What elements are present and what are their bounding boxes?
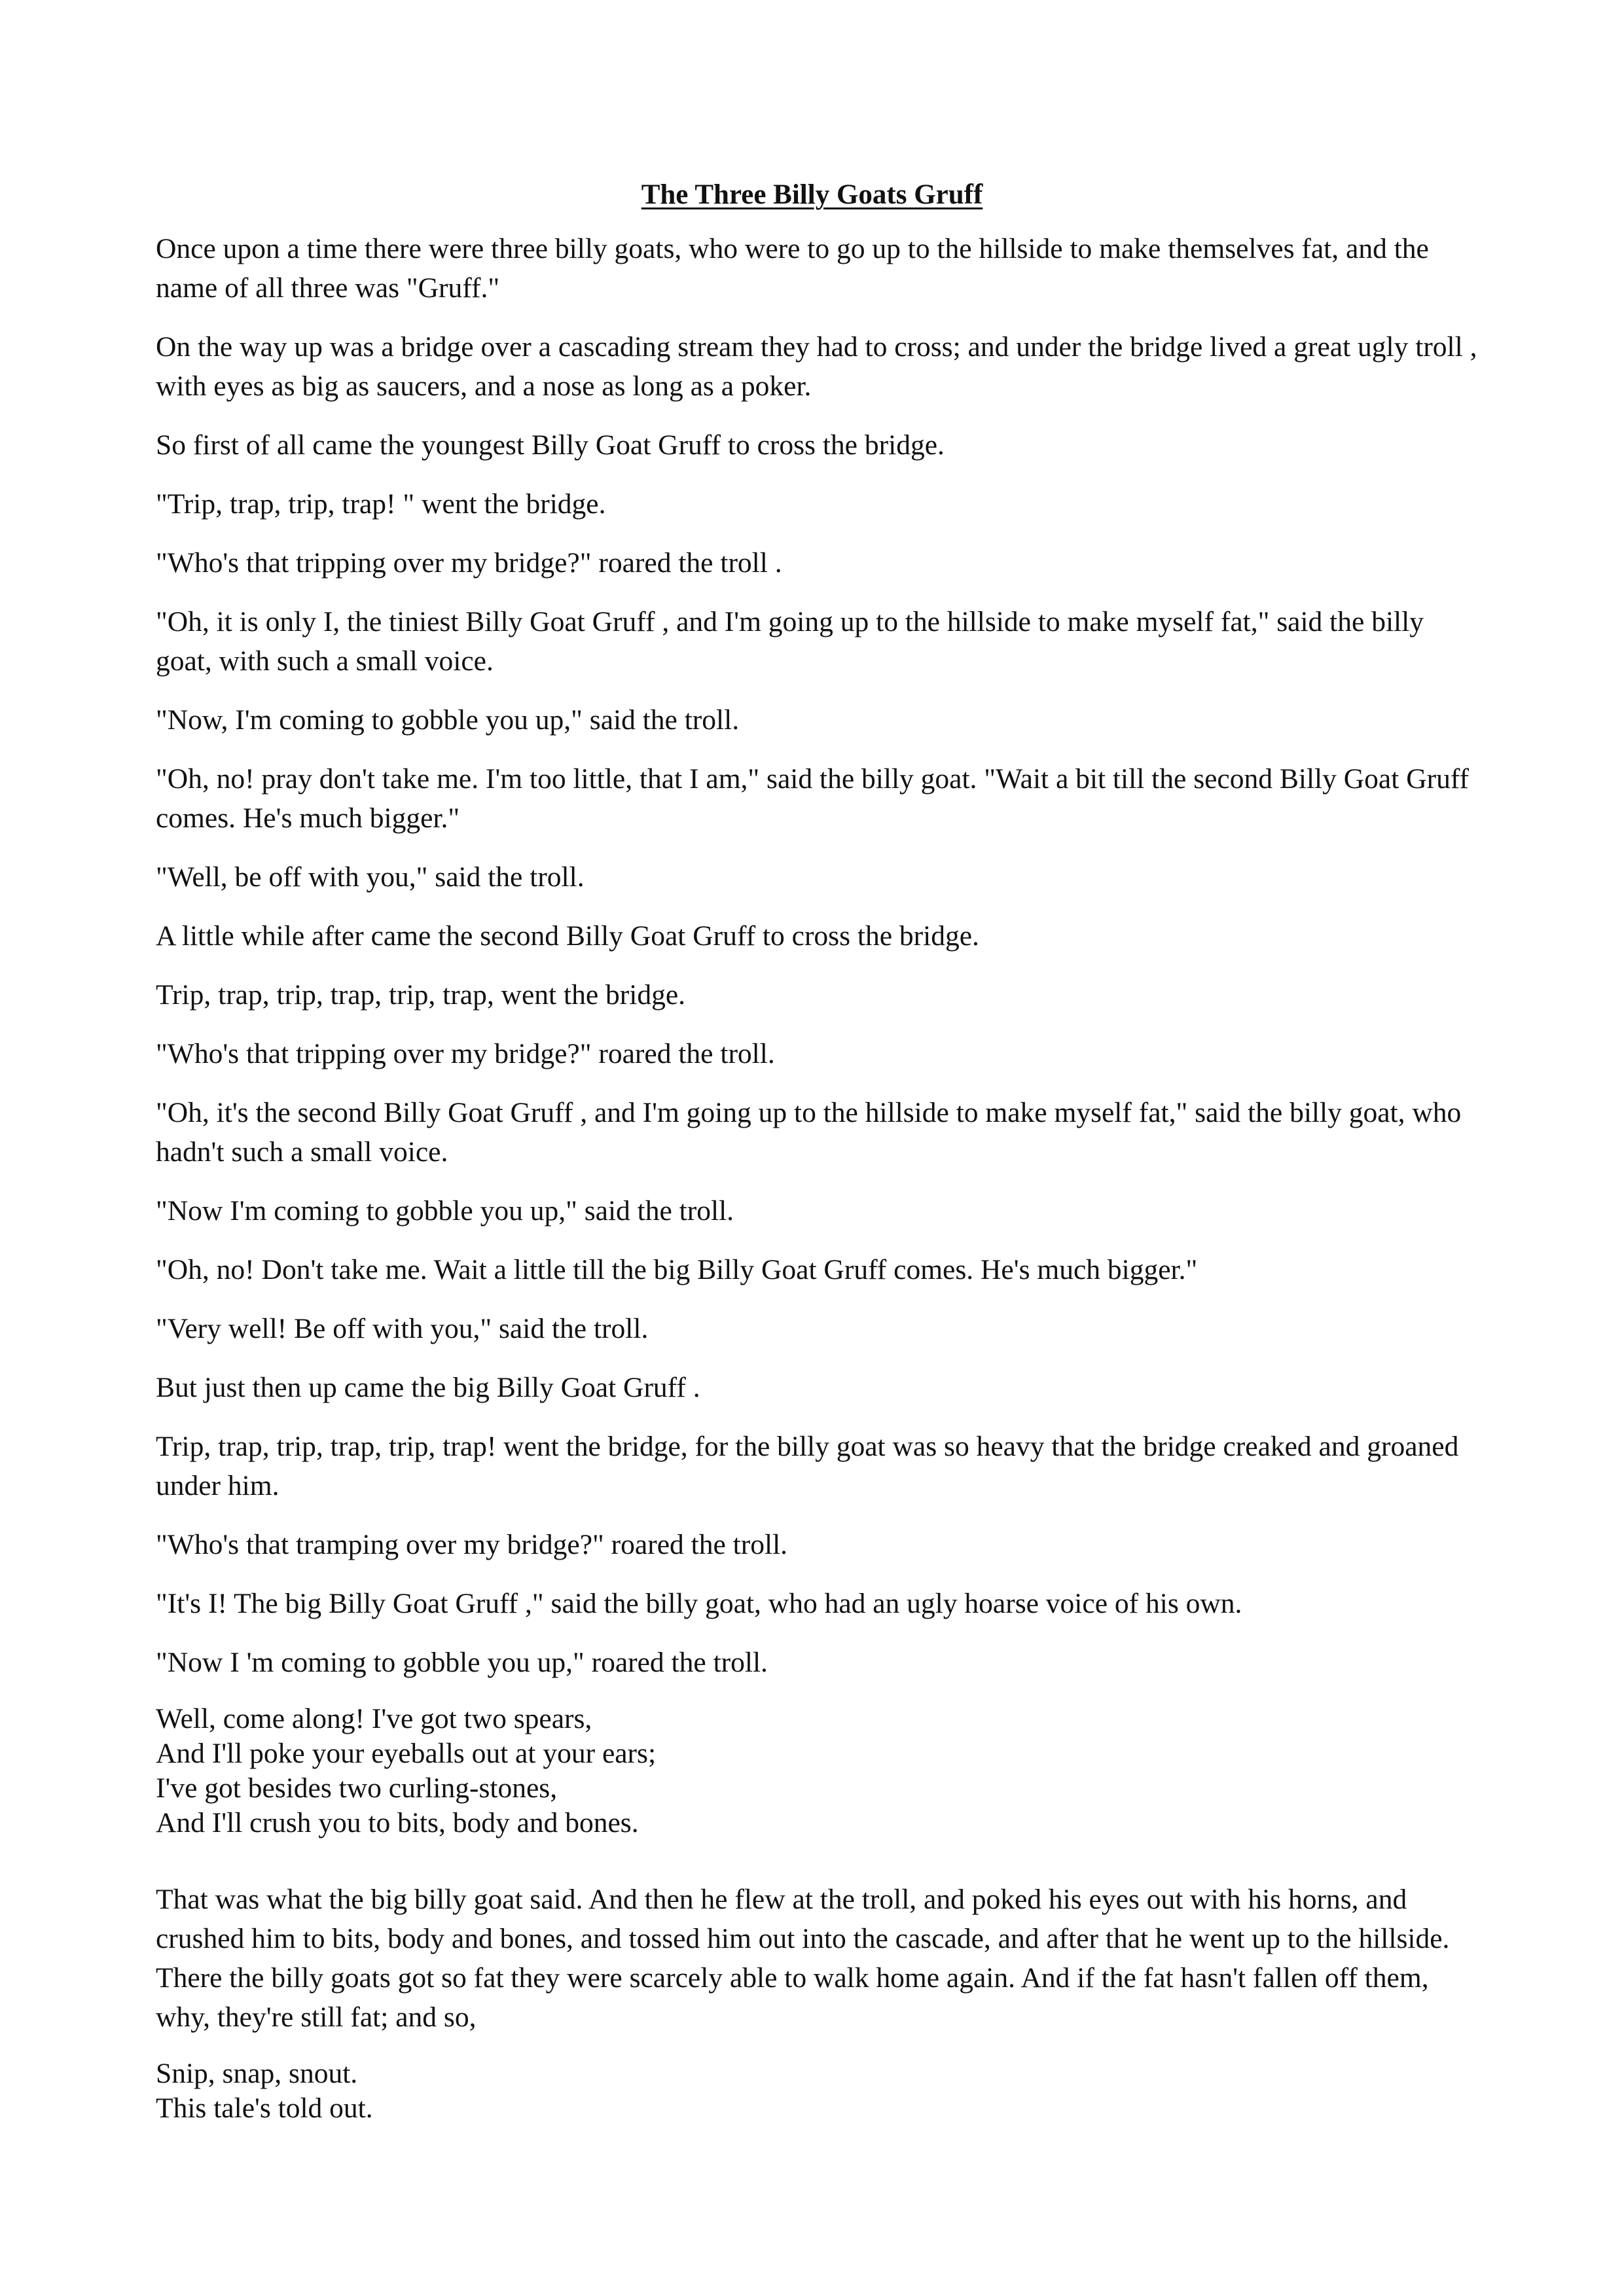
paragraph: "Oh, it's the second Billy Goat Gruff , and I'm going up to the hillside to make myself fat," said the billy goat, who hadn't such a small voice. — [156, 1097, 1462, 1168]
verse-line: And I'll poke your eyeballs out at your ears; — [156, 1738, 657, 1769]
story-title: The Three Billy Goats Gruff — [641, 179, 983, 210]
verse-line: Snip, snap, snout. — [156, 2058, 358, 2089]
verse-line: I've got besides two curling-stones, — [156, 1772, 558, 1804]
paragraph: "Very well! Be off with you," said the troll. — [156, 1313, 649, 1344]
troll-verse — [156, 1702, 1485, 1840]
ending-verse — [156, 2056, 1485, 2126]
verse-line: And I'll crush you to bits, body and bones. — [156, 1807, 639, 1839]
verse-line: Well, come along! I've got two spears, — [156, 1703, 592, 1734]
closing-paragraph: That was what the big billy goat said. And then he flew at the troll, and poked his eyes out with his horns, and crushed him to bits, body and bones, and tossed him out into the cascade, and after that he went up to the hillside. There the billy goats got so fat they were scarcely able to walk home again. And if the fat hasn't fallen off them, why, they're still fat; and so, — [156, 1884, 1450, 2033]
paragraph: "It's I! The big Billy Goat Gruff ," said the billy goat, who had an ugly hoarse voice of his own. — [156, 1588, 1242, 1619]
paragraph: "Oh, no! Don't take me. Wait a little till the big Billy Goat Gruff comes. He's much bigger." — [156, 1254, 1198, 1285]
paragraph: Once upon a time there were three billy goats, who were to go up to the hillside to make themselves fat, and the name of all three was "Gruff." — [156, 233, 1429, 304]
paragraph: "Who's that tramping over my bridge?" roared the troll. — [156, 1529, 788, 1560]
paragraph: So first of all came the youngest Billy Goat Gruff to cross the bridge. — [156, 429, 945, 461]
paragraph: On the way up was a bridge over a cascading stream they had to cross; and under the bridge lived a great ugly troll , with eyes as big as saucers, and a nose as long as a poker. — [156, 331, 1477, 402]
story-body — [156, 229, 1485, 2126]
paragraph: A little while after came the second Billy Goat Gruff to cross the bridge. — [156, 920, 979, 952]
paragraph: "Oh, it is only I, the tiniest Billy Goat Gruff , and I'm going up to the hillside to make myself fat," said the billy goat, with such a small voice. — [156, 606, 1424, 677]
paragraph: But just then up came the big Billy Goat Gruff . — [156, 1372, 700, 1403]
paragraph: "Who's that tripping over my bridge?" roared the troll . — [156, 547, 782, 579]
paragraph: Trip, trap, trip, trap, trip, trap, went the bridge. — [156, 979, 686, 1011]
paragraph: "Trip, trap, trip, trap! " went the bridge. — [156, 488, 606, 520]
paragraph: "Oh, no! pray don't take me. I'm too little, that I am," said the billy goat. "Wait a bit till the second Billy Goat Gruff comes. He's much bigger." — [156, 763, 1470, 834]
paragraph: Trip, trap, trip, trap, trip, trap! went the bridge, for the billy goat was so heavy that the bridge creaked and groaned under him. — [156, 1431, 1459, 1501]
paragraph: "Who's that tripping over my bridge?" roared the troll. — [156, 1038, 775, 1069]
paragraph: "Now, I'm coming to gobble you up," said the troll. — [156, 704, 740, 736]
paragraph: "Now I'm coming to gobble you up," said the troll. — [156, 1195, 734, 1227]
verse-line: This tale's told out. — [156, 2092, 373, 2124]
paragraph: "Now I 'm coming to gobble you up," roared the troll. — [156, 1647, 768, 1678]
paragraph: "Well, be off with you," said the troll. — [156, 861, 585, 893]
